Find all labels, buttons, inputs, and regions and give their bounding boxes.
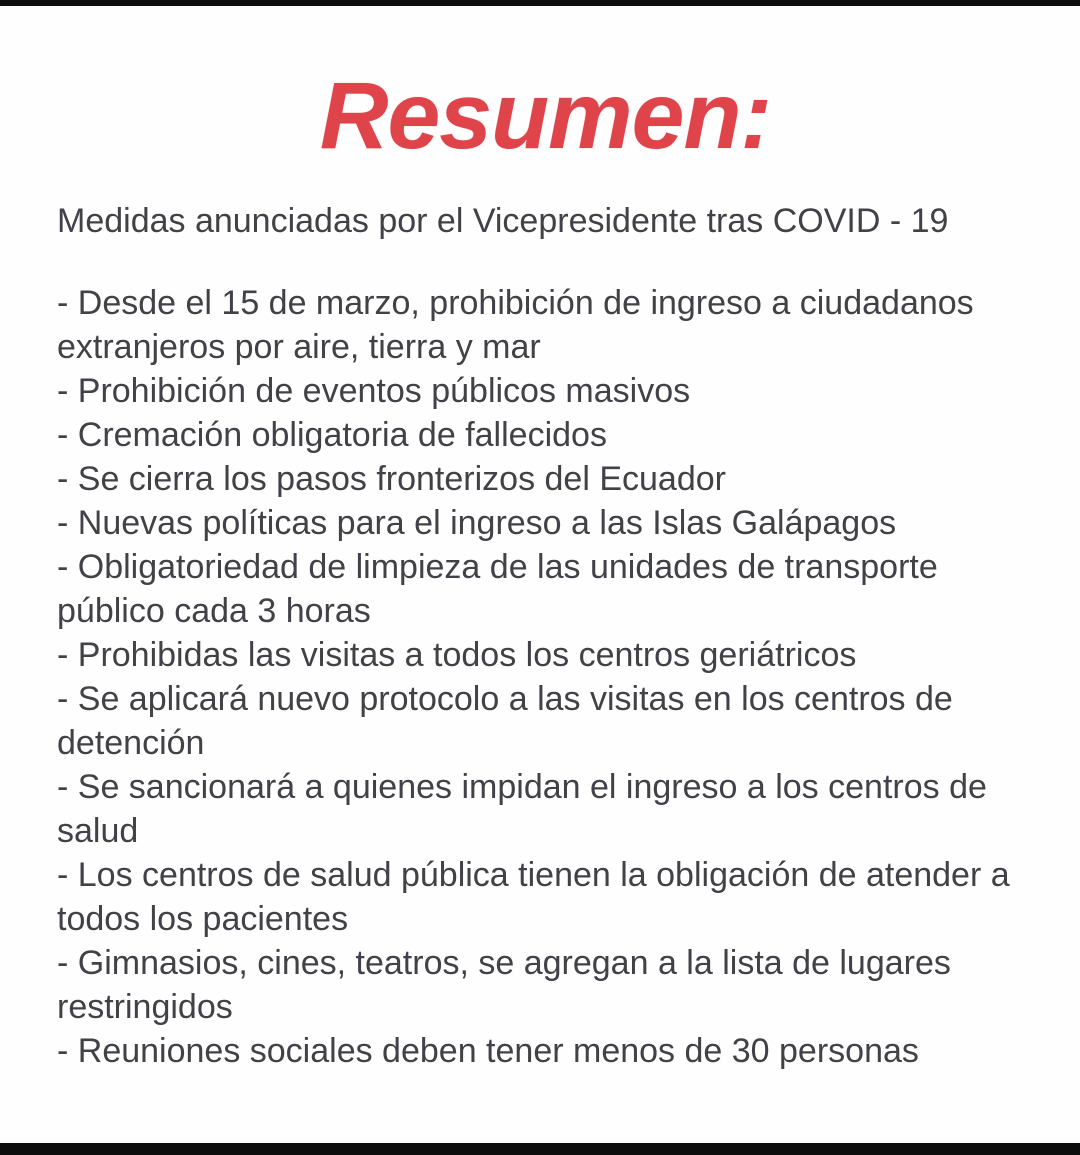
measure-item: - Se sancionará a quienes impidan el ingreso a los centros de salud (57, 767, 987, 850)
measure-item: - Reuniones sociales deben tener menos de 30 personas (57, 1031, 919, 1070)
measure-item: - Obligatoriedad de limpieza de las unidades de transporte público cada 3 horas (57, 547, 938, 630)
measure-item: - Se cierra los pasos fronterizos del Ecuador (57, 459, 726, 498)
measure-item: - Se aplicará nuevo protocolo a las visitas en los centros de detención (57, 679, 953, 762)
document-subtitle: Medidas anunciadas por el Vicepresidente tras COVID - 19 (57, 201, 949, 240)
measure-item: - Desde el 15 de marzo, prohibición de ingreso a ciudadanos extranjeros por aire, tierra y mar (57, 283, 974, 366)
measure-item: - Prohibidas las visitas a todos los centros geriátricos (57, 635, 857, 674)
measure-item: - Nuevas políticas para el ingreso a las Islas Galápagos (57, 503, 897, 542)
measures-list (57, 281, 1034, 1073)
page-title: Resumen: (319, 63, 772, 169)
bottom-border-bar (0, 1143, 1080, 1155)
measure-item: - Los centros de salud pública tienen la obligación de atender a todos los pacientes (57, 855, 1010, 938)
measure-item: - Gimnasios, cines, teatros, se agregan a la lista de lugares restringidos (57, 943, 951, 1026)
measure-item: - Cremación obligatoria de fallecidos (57, 415, 607, 454)
document (0, 64, 1080, 1073)
measure-item: - Prohibición de eventos públicos masivos (57, 371, 691, 410)
top-border-bar (0, 0, 1080, 6)
